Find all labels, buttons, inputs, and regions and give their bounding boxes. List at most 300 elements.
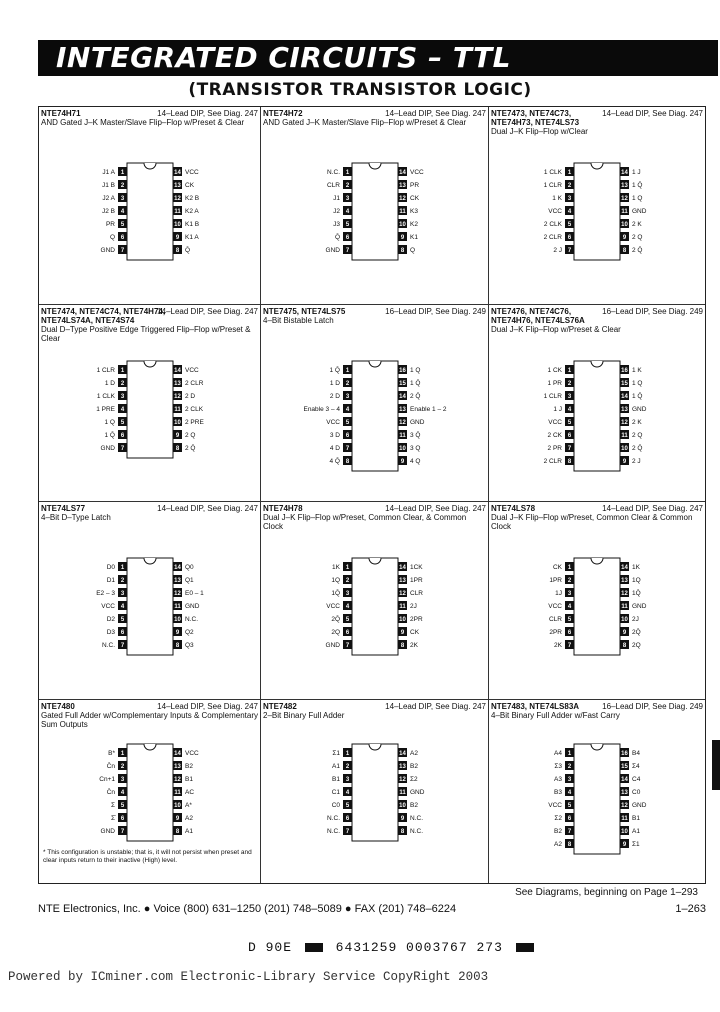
ic-cell bbox=[261, 107, 489, 305]
pin-number: 4 bbox=[567, 604, 572, 610]
pin-label-right: 3 Q bbox=[410, 445, 421, 452]
pin-label-right: Q̄ bbox=[185, 247, 191, 254]
dip-wrapper bbox=[263, 305, 487, 475]
pin-number: 1 bbox=[345, 751, 350, 757]
dip-wrapper bbox=[41, 107, 259, 264]
pin-number: 13 bbox=[621, 790, 628, 796]
pin-label-right: B2 bbox=[410, 763, 418, 770]
pin-number: 1 bbox=[345, 170, 350, 176]
pin-label-right: VCC bbox=[185, 750, 199, 757]
pin-number: 12 bbox=[399, 591, 406, 597]
pin-number: 2 bbox=[567, 381, 572, 387]
pin-label-left: B* bbox=[108, 750, 115, 757]
pin-label-left: 1 Q̄ bbox=[104, 432, 115, 439]
pin-label-left: 1 J bbox=[553, 406, 562, 413]
pin-label-left: 1 CK bbox=[547, 367, 562, 374]
ic-cell bbox=[489, 700, 705, 883]
pin-number: 9 bbox=[175, 235, 180, 241]
pin-number: 9 bbox=[622, 630, 627, 636]
pin-label-right: K3 bbox=[410, 208, 418, 215]
chip-body bbox=[574, 744, 620, 854]
pin-label-left: C̄n bbox=[106, 789, 115, 796]
pin-label-left: J2 B bbox=[101, 208, 115, 215]
pin-number: 6 bbox=[567, 433, 572, 439]
pin-number: 5 bbox=[345, 420, 350, 426]
pin-number: 8 bbox=[175, 248, 180, 254]
pin-label-left: GND bbox=[100, 247, 115, 254]
pin-number: 3 bbox=[567, 196, 572, 202]
subtitle: (TRANSISTOR TRANSISTOR LOGIC) bbox=[188, 80, 532, 100]
pin-label-left: 4 D bbox=[329, 445, 340, 452]
pin-number: 6 bbox=[345, 235, 350, 241]
pin-number: 8 bbox=[400, 829, 405, 835]
pin-number: 10 bbox=[174, 222, 181, 228]
part-numbers: NTE7476, NTE74C76, NTE74H76, NTE74LS76A bbox=[491, 307, 585, 325]
pin-number: 12 bbox=[621, 591, 628, 597]
pin-number: 6 bbox=[120, 816, 125, 822]
dip-wrapper bbox=[41, 700, 259, 845]
pin-number: 13 bbox=[621, 578, 628, 584]
pin-label-left: B2 bbox=[554, 828, 562, 835]
ic-cell bbox=[39, 305, 261, 502]
pin-label-right: K1 B bbox=[185, 221, 200, 228]
ic-cell bbox=[489, 107, 705, 305]
pin-number: 9 bbox=[622, 842, 627, 848]
pin-label-left: J1 A bbox=[102, 169, 115, 176]
pin-label-right: 4 Q bbox=[410, 458, 421, 465]
pin-label-right: CK bbox=[185, 182, 195, 189]
package-info: 14–Lead DIP, See Diag. 247 bbox=[157, 307, 258, 316]
part-numbers: NTE7473, NTE74C73, NTE74H73, NTE74LS73 bbox=[491, 109, 580, 127]
pin-label-right: B1 bbox=[185, 776, 193, 783]
pin-label-right: B1 bbox=[632, 815, 640, 822]
pin-label-left: A2 bbox=[554, 841, 562, 848]
pin-label-right: VCC bbox=[185, 169, 199, 176]
pin-number: 14 bbox=[621, 394, 628, 400]
pin-number: 3 bbox=[345, 591, 350, 597]
pin-label-right: E0 – 1 bbox=[185, 590, 204, 597]
footer-contact: NTE Electronics, Inc. ● Voice (800) 631–1250 (201) 748–5089 ● FAX (201) 748–6224 bbox=[38, 903, 457, 915]
pin-number: 4 bbox=[345, 790, 350, 796]
pin-label-right: A* bbox=[185, 802, 192, 809]
dip-wrapper bbox=[41, 305, 259, 462]
pin-label-left: 1 CLK bbox=[543, 169, 562, 176]
chip-body bbox=[127, 744, 173, 841]
pin-label-right: AC bbox=[185, 789, 195, 796]
pin-number: 7 bbox=[345, 446, 350, 452]
pin-label-right: B2 bbox=[410, 802, 418, 809]
pin-label-left: Cn+1 bbox=[99, 776, 115, 783]
pin-label-right: PR bbox=[410, 182, 420, 189]
pin-label-right: A2 bbox=[410, 750, 418, 757]
pin-label-right: 1 Q bbox=[632, 380, 643, 387]
pin-number: 5 bbox=[345, 617, 350, 623]
chip-body bbox=[574, 558, 620, 655]
pin-label-left: A3 bbox=[554, 776, 562, 783]
pin-label-left: 1 PR bbox=[547, 380, 562, 387]
pin-label-right: 2 D bbox=[185, 393, 196, 400]
pin-label-left: D2 bbox=[106, 616, 115, 623]
dip-diagram bbox=[491, 305, 703, 475]
pin-number: 12 bbox=[621, 196, 628, 202]
ic-cell bbox=[261, 700, 489, 883]
pin-label-left: 1 CLK bbox=[96, 393, 115, 400]
part-numbers: NTE74H71 bbox=[41, 109, 81, 118]
dip-diagram bbox=[41, 305, 259, 462]
pin-label-right: A1 bbox=[185, 828, 193, 835]
pin-number: 14 bbox=[621, 777, 628, 783]
chip-body bbox=[574, 163, 620, 260]
pin-label-left: J1 B bbox=[101, 182, 115, 189]
pin-number: 5 bbox=[345, 222, 350, 228]
pin-label-left: 2 CLK bbox=[543, 221, 562, 228]
pin-number: 7 bbox=[567, 446, 572, 452]
pin-number: 14 bbox=[399, 565, 406, 571]
pin-label-right: B4 bbox=[632, 750, 640, 757]
pin-number: 11 bbox=[621, 604, 628, 610]
pin-label-left: B1 bbox=[332, 776, 340, 783]
pin-label-left: C̄n bbox=[106, 763, 115, 770]
pin-number: 4 bbox=[345, 604, 350, 610]
dip-diagram bbox=[41, 502, 259, 659]
pin-label-right: K2 B bbox=[185, 195, 200, 202]
pin-number: 10 bbox=[621, 446, 628, 452]
pin-label-left: J3 bbox=[333, 221, 340, 228]
pin-label-right: N.C. bbox=[185, 616, 198, 623]
ic-cell bbox=[489, 305, 705, 502]
pin-number: 11 bbox=[174, 790, 181, 796]
pin-label-right: GND bbox=[632, 406, 647, 413]
pin-label-left: CLR bbox=[326, 182, 340, 189]
pin-label-right: A2 bbox=[185, 815, 193, 822]
pin-label-right: K1 A bbox=[185, 234, 199, 241]
pin-label-left: J2 bbox=[333, 208, 340, 215]
pin-number: 4 bbox=[120, 407, 125, 413]
package-info: 14–Lead DIP, See Diag. 247 bbox=[157, 504, 258, 513]
pin-number: 1 bbox=[567, 751, 572, 757]
dip-diagram bbox=[491, 502, 703, 659]
pin-label-right: Q3 bbox=[185, 642, 194, 649]
pin-number: 7 bbox=[567, 829, 572, 835]
pin-number: 5 bbox=[120, 420, 125, 426]
pin-label-right: Σ1 bbox=[632, 841, 640, 848]
pin-label-right: 2 Q̄ bbox=[185, 445, 196, 452]
pin-number: 5 bbox=[567, 803, 572, 809]
pin-label-right: GND bbox=[632, 603, 647, 610]
pin-number: 4 bbox=[567, 407, 572, 413]
pin-label-right: 2 K bbox=[632, 419, 642, 426]
pin-number: 12 bbox=[399, 777, 406, 783]
pin-label-right: 2 CLK bbox=[185, 406, 204, 413]
pin-label-right: 1PR bbox=[410, 577, 423, 584]
pin-label-right: 1 Q̄ bbox=[410, 380, 421, 387]
pin-number: 12 bbox=[399, 420, 406, 426]
pin-number: 6 bbox=[567, 816, 572, 822]
barcode-block bbox=[516, 943, 534, 952]
pin-label-right: 1 J bbox=[632, 169, 641, 176]
pin-label-left: A1 bbox=[332, 763, 340, 770]
pin-label-left: J1 bbox=[333, 195, 340, 202]
pin-number: 7 bbox=[120, 643, 125, 649]
pin-label-left: Q̄ bbox=[334, 234, 340, 241]
pin-number: 6 bbox=[120, 433, 125, 439]
pin-label-right: B2 bbox=[185, 763, 193, 770]
part-numbers: NTE74H72 bbox=[263, 109, 303, 118]
pin-number: 1 bbox=[567, 368, 572, 374]
pin-label-right: K1 bbox=[410, 234, 418, 241]
pin-number: 12 bbox=[174, 196, 181, 202]
pin-label-right: 1 Q̄ bbox=[632, 393, 643, 400]
pin-number: 1 bbox=[120, 751, 125, 757]
pin-label-left: GND bbox=[100, 445, 115, 452]
pin-label-left: N.C. bbox=[327, 828, 340, 835]
chip-body bbox=[352, 163, 398, 260]
pin-number: 4 bbox=[345, 407, 350, 413]
pin-number: 6 bbox=[567, 630, 572, 636]
pin-number: 2 bbox=[120, 183, 125, 189]
dip-diagram bbox=[263, 107, 487, 264]
pin-number: 3 bbox=[345, 196, 350, 202]
pin-label-right: 1K bbox=[632, 564, 640, 571]
pin-number: 14 bbox=[174, 751, 181, 757]
pin-number: 13 bbox=[174, 183, 181, 189]
pin-number: 2 bbox=[120, 764, 125, 770]
pin-label-right: 2 CLR bbox=[185, 380, 204, 387]
pin-number: 7 bbox=[120, 248, 125, 254]
dip-wrapper bbox=[491, 305, 703, 475]
pin-label-right: C4 bbox=[632, 776, 641, 783]
pin-label-left: 2PR bbox=[549, 629, 562, 636]
pin-label-right: Q1 bbox=[185, 577, 194, 584]
pin-label-left: 1 PRE bbox=[96, 406, 115, 413]
pin-label-right: A1 bbox=[632, 828, 640, 835]
pin-label-left: 1 D bbox=[329, 380, 340, 387]
pin-number: 11 bbox=[621, 209, 628, 215]
powered-by: Powered by ICminer.com Electronic-Library Service CopyRight 2003 bbox=[8, 970, 489, 984]
barcode-right: 6431259 0003767 273 bbox=[335, 940, 503, 955]
pin-label-left: Σ2 bbox=[554, 815, 562, 822]
pin-label-left: VCC bbox=[101, 603, 115, 610]
pin-label-right: 2J bbox=[632, 616, 639, 623]
pin-number: 3 bbox=[120, 591, 125, 597]
pin-label-left: 3 D bbox=[329, 432, 340, 439]
ic-cell bbox=[489, 502, 705, 700]
pin-number: 10 bbox=[621, 617, 628, 623]
dip-wrapper bbox=[263, 700, 487, 845]
pin-label-left: VCC bbox=[548, 208, 562, 215]
pin-number: 1 bbox=[120, 170, 125, 176]
pin-number: 8 bbox=[567, 459, 572, 465]
pin-label-right: 2 Q bbox=[185, 432, 196, 439]
pin-number: 10 bbox=[399, 617, 406, 623]
pin-number: 11 bbox=[174, 407, 181, 413]
pin-label-left: 2 J bbox=[553, 247, 562, 254]
pin-label-right: GND bbox=[410, 419, 425, 426]
pin-number: 1 bbox=[120, 368, 125, 374]
pin-number: 8 bbox=[175, 446, 180, 452]
pin-number: 14 bbox=[399, 751, 406, 757]
dip-diagram bbox=[41, 700, 259, 845]
pin-label-left: 1Q̄ bbox=[331, 590, 340, 597]
ic-description: Gated Full Adder w/Complementary Inputs & Complementary Sum Outputs bbox=[41, 711, 258, 729]
pin-label-right: K2 A bbox=[185, 208, 199, 215]
pin-label-right: VCC bbox=[185, 367, 199, 374]
pin-label-left: VCC bbox=[548, 802, 562, 809]
ic-description: Dual J–K Flip–Flop w/Preset & Clear bbox=[491, 325, 621, 334]
pin-number: 6 bbox=[120, 235, 125, 241]
package-info: 14–Lead DIP, See Diag. 247 bbox=[602, 109, 703, 118]
part-numbers: NTE7475, NTE74LS75 bbox=[263, 307, 346, 316]
pin-label-right: 1 K bbox=[632, 367, 642, 374]
pin-label-right: 2PR bbox=[410, 616, 423, 623]
footnote: * This configuration is unstable; that is, it will not persist when preset and clear inputs return to their inactive (High) level. bbox=[43, 849, 252, 864]
pin-number: 12 bbox=[399, 196, 406, 202]
pin-number: 7 bbox=[120, 446, 125, 452]
package-info: 14–Lead DIP, See Diag. 247 bbox=[157, 109, 258, 118]
barcode-block bbox=[305, 943, 323, 952]
pin-number: 10 bbox=[174, 617, 181, 623]
pin-number: 13 bbox=[399, 407, 406, 413]
pin-number: 8 bbox=[400, 643, 405, 649]
pin-label-right: 2 Q̄ bbox=[632, 445, 643, 452]
pin-number: 3 bbox=[345, 394, 350, 400]
pin-number: 9 bbox=[622, 235, 627, 241]
part-numbers: NTE74LS77 bbox=[41, 504, 86, 513]
ic-cell bbox=[39, 502, 261, 700]
banner bbox=[38, 40, 718, 76]
pin-number: 12 bbox=[174, 591, 181, 597]
pin-number: 2 bbox=[120, 578, 125, 584]
pin-label-right: Q bbox=[410, 247, 416, 254]
pin-number: 10 bbox=[399, 222, 406, 228]
ic-description: 4–Bit D–Type Latch bbox=[41, 513, 111, 522]
chip-body bbox=[352, 361, 398, 471]
dip-diagram bbox=[263, 305, 487, 475]
pin-label-right: CK bbox=[410, 629, 420, 636]
pin-number: 16 bbox=[399, 368, 406, 374]
pin-label-left: 1PR bbox=[549, 577, 562, 584]
pin-number: 6 bbox=[345, 630, 350, 636]
pin-number: 5 bbox=[567, 617, 572, 623]
pin-number: 9 bbox=[175, 816, 180, 822]
see-diagrams: See Diagrams, beginning on Page 1–293 bbox=[515, 887, 698, 898]
pin-label-left: 1 Q̄ bbox=[329, 367, 340, 374]
pin-number: 2 bbox=[345, 764, 350, 770]
pin-label-left: E2 – 3 bbox=[96, 590, 115, 597]
pin-label-left: 1Q bbox=[331, 577, 340, 584]
pin-label-left: 2K bbox=[554, 642, 562, 649]
ic-description: 4–Bit Binary Full Adder w/Fast Carry bbox=[491, 711, 620, 720]
pin-number: 15 bbox=[399, 381, 406, 387]
pin-number: 10 bbox=[174, 803, 181, 809]
pin-label-left: VCC bbox=[326, 603, 340, 610]
pin-label-left: D1 bbox=[106, 577, 115, 584]
pin-number: 1 bbox=[120, 565, 125, 571]
chip-body bbox=[127, 361, 173, 458]
ic-cell bbox=[39, 107, 261, 305]
pin-number: 9 bbox=[400, 816, 405, 822]
pin-label-left: 2Q̄ bbox=[331, 616, 340, 623]
pin-number: 1 bbox=[345, 565, 350, 571]
package-info: 14–Lead DIP, See Diag. 247 bbox=[385, 504, 486, 513]
pin-number: 13 bbox=[174, 578, 181, 584]
pin-number: 9 bbox=[400, 630, 405, 636]
pin-label-right: N.C. bbox=[410, 828, 423, 835]
pin-number: 11 bbox=[174, 209, 181, 215]
package-info: 16–Lead DIP, See Diag. 249 bbox=[602, 702, 703, 711]
pin-number: 4 bbox=[567, 209, 572, 215]
pin-label-right: VCC bbox=[410, 169, 424, 176]
pin-label-left: PR bbox=[105, 221, 115, 228]
pin-label-left: Σ̄ bbox=[110, 815, 115, 822]
pin-number: 16 bbox=[621, 368, 628, 374]
pin-label-left: CK bbox=[552, 564, 562, 571]
pin-number: 1 bbox=[567, 565, 572, 571]
barcode-line bbox=[248, 940, 538, 955]
pin-number: 6 bbox=[345, 433, 350, 439]
pin-label-right: GND bbox=[185, 603, 200, 610]
package-info: 14–Lead DIP, See Diag. 247 bbox=[385, 109, 486, 118]
pin-label-right: 1 Q bbox=[632, 195, 643, 202]
pin-label-left: 1 CLR bbox=[96, 367, 115, 374]
barcode-left: D 90E bbox=[248, 940, 293, 955]
pin-number: 12 bbox=[174, 394, 181, 400]
pin-label-left: C0 bbox=[331, 802, 340, 809]
pin-number: 7 bbox=[567, 643, 572, 649]
dip-diagram bbox=[491, 700, 703, 858]
pin-number: 8 bbox=[175, 829, 180, 835]
ic-description: Dual D–Type Positive Edge Triggered Flip–Flop w/Preset & Clear bbox=[41, 325, 251, 343]
pin-label-left: 1 Q bbox=[104, 419, 115, 426]
pin-label-left: 2 CLR bbox=[543, 458, 562, 465]
pin-number: 9 bbox=[400, 235, 405, 241]
pin-label-left: GND bbox=[100, 828, 115, 835]
pin-number: 4 bbox=[120, 790, 125, 796]
pin-number: 11 bbox=[621, 816, 628, 822]
pin-label-right: 2 Q bbox=[632, 432, 643, 439]
pin-number: 13 bbox=[399, 764, 406, 770]
pin-label-right: 1Q bbox=[632, 577, 641, 584]
package-info: 16–Lead DIP, See Diag. 249 bbox=[385, 307, 486, 316]
pin-label-left: GND bbox=[325, 247, 340, 254]
package-info: 16–Lead DIP, See Diag. 249 bbox=[602, 307, 703, 316]
pin-number: 3 bbox=[567, 394, 572, 400]
ic-description: 2–Bit Binary Full Adder bbox=[263, 711, 345, 720]
ic-description: 4–Bit Bistable Latch bbox=[263, 316, 334, 325]
pin-label-right: GND bbox=[410, 789, 425, 796]
dip-wrapper bbox=[491, 107, 703, 264]
pin-label-right: 2 Q bbox=[632, 234, 643, 241]
pin-label-left: D0 bbox=[106, 564, 115, 571]
package-info: 14–Lead DIP, See Diag. 247 bbox=[385, 702, 486, 711]
pin-number: 13 bbox=[174, 764, 181, 770]
pin-number: 3 bbox=[120, 196, 125, 202]
pin-number: 13 bbox=[399, 578, 406, 584]
ic-cell bbox=[261, 305, 489, 502]
pin-number: 1 bbox=[567, 170, 572, 176]
pin-number: 7 bbox=[345, 643, 350, 649]
pin-number: 2 bbox=[567, 764, 572, 770]
pin-number: 10 bbox=[399, 446, 406, 452]
chip-body bbox=[127, 558, 173, 655]
pin-number: 8 bbox=[567, 842, 572, 848]
pin-label-right: 2 Q̄ bbox=[632, 247, 643, 254]
pin-number: 3 bbox=[567, 591, 572, 597]
pin-label-left: VCC bbox=[548, 419, 562, 426]
pin-label-right: CK bbox=[410, 195, 420, 202]
pin-label-left: Σ bbox=[110, 802, 115, 809]
pin-number: 14 bbox=[174, 170, 181, 176]
